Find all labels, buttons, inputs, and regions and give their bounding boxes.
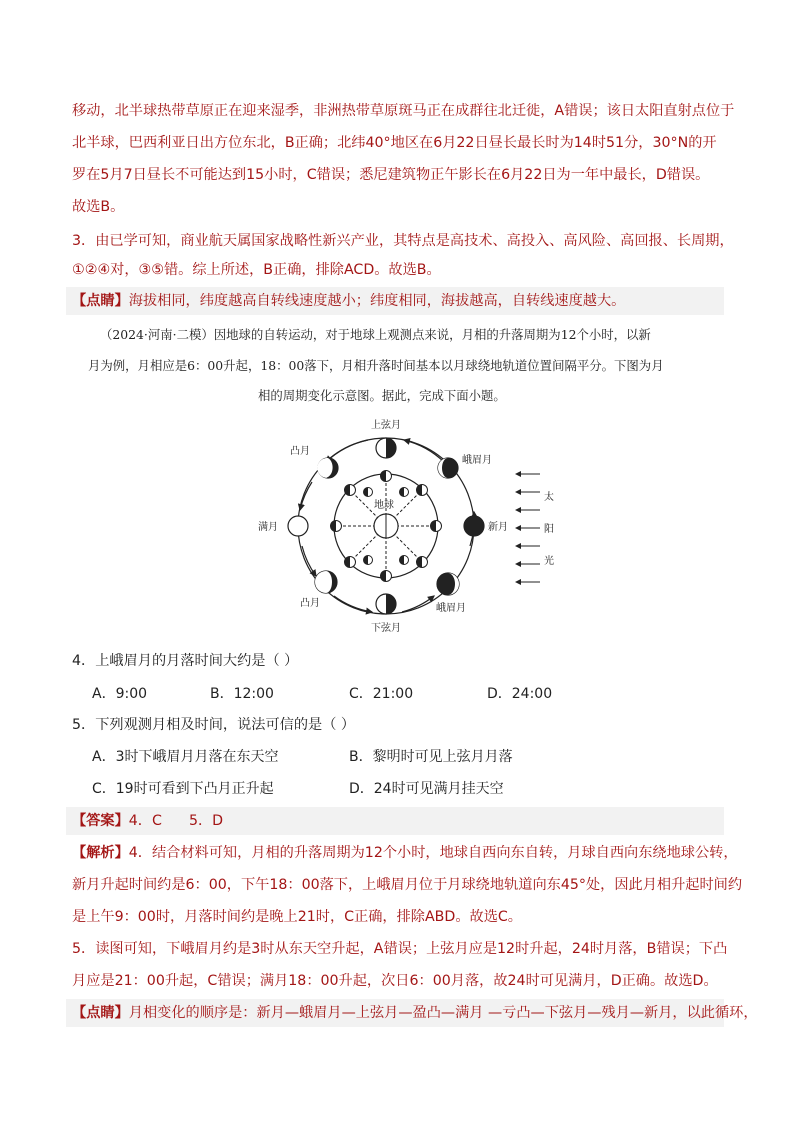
analysis-line-4: 5．读图可知，下峨眉月约是3时从东天空升起，A错误；上弦月应是12时升起，24时月落，B错误；下凸: [72, 941, 728, 957]
moon-waning-gibbous: [315, 571, 337, 593]
analysis-text-1: 4．结合材料可知，月相的升落周期为12个小时，地球自西向东自转，月球自西向东绕地球公转，: [128, 845, 738, 861]
analysis-line-5: 月应是21：00升起，C错误；满月18：00升起，次日6：00月落，故24时可见满月，D正确。故选D。: [72, 973, 718, 989]
analysis-line-2: 新月升起时间约是6：00，下午18：00落下，上峨眉月位于月球绕地轨道向东45°处，因此月相升起时间约: [72, 877, 743, 893]
label-earth: 地球: [374, 500, 394, 511]
sunlight-arrows: [516, 474, 540, 582]
tip-1-text: 海拔相同，纬度越高自转线速度越小；纬度相同，海拔越高，自转线速度越大。: [128, 293, 626, 309]
moon-phase-diagram: [250, 412, 570, 644]
label-sun-3: 光: [544, 556, 554, 567]
label-gibbous-bottom: 凸月: [300, 598, 320, 609]
tip-1: [72, 290, 625, 312]
q5-option-c: C．19时可看到下凸月正升起: [92, 781, 274, 797]
tip-1-tag: 【点睛】: [72, 293, 129, 309]
orbit-arrow-1: [404, 440, 444, 462]
moon-full: [288, 516, 308, 536]
moon-waning-crescent: [437, 573, 459, 595]
q4-option-b: B．12:00: [210, 686, 274, 702]
tip-2: [72, 1002, 758, 1024]
label-last-quarter: 下弦月: [371, 623, 401, 634]
label-first-quarter: 上弦月: [371, 420, 401, 431]
moon-first-quarter: [376, 438, 396, 458]
q4-option-c: C．21:00: [349, 686, 414, 702]
q5-stem: 5．下列观测月相及时间，说法可信的是（ ）: [72, 717, 356, 733]
answer: [72, 810, 223, 832]
answer-tag: 【答案】: [72, 813, 129, 829]
tip-2-text: 月相变化的顺序是：新月—蛾眉月—上弦月—盈凸—满月 —亏凸—下弦月—残月—新月，以此循环，: [128, 1005, 758, 1021]
answer-text: 4．C 5．D: [128, 813, 224, 829]
q4-stem: 4．上峨眉月的月落时间大约是（ ）: [72, 653, 299, 669]
orbit-arrow-6: [402, 596, 434, 612]
analysis-line-1: [72, 842, 738, 864]
moon-phase-svg: [250, 412, 570, 644]
moon-waxing-gibbous: [317, 458, 338, 478]
label-new-moon: 新月: [488, 522, 508, 533]
label-sun-2: 阳: [544, 524, 554, 535]
q5-option-a: A．3时下峨眉月月落在东天空: [92, 749, 279, 765]
moon-waxing-crescent: [438, 458, 458, 478]
q4-option-d: D．24:00: [487, 686, 553, 702]
label-crescent-top: 峨眉月: [462, 455, 492, 466]
q5-option-b: B．黎明时可见上弦月月落: [349, 749, 513, 765]
prev-analysis-line-4: 故选B。: [72, 199, 125, 215]
tip-2-tag: 【点睛】: [72, 1005, 129, 1021]
orbit-arrow-5: [334, 596, 372, 612]
label-sun-1: 太: [544, 492, 554, 503]
prev-analysis-line-1: 移动，北半球热带草原正在迎来湿季，非洲热带草原斑马正在成群往北迁徙，A错误；该日太阳直射点位于: [72, 103, 735, 119]
analysis-line-3: 是上午9：00时，月落时间约是晚上21时，C正确，排除ABD。故选C。: [72, 909, 522, 925]
stem-line-3: 相的周期变化示意图。据此，完成下面小题。: [258, 388, 506, 403]
prev-analysis-line-3: 罗在5月7日昼长不可能达到15小时，C错误；悉尼建筑物正午影长在6月22日为一年中最长，D错误。: [72, 167, 710, 183]
label-full-moon: 满月: [258, 522, 278, 533]
stem-line-2: 月为例，月相应是6：00升起，18：00落下，月相升落时间基本以月球绕地轨道位置间隔平分。下图为月: [88, 358, 664, 373]
prev-analysis-line-2: 北半球，巴西利亚日出方位东北，B正确；北纬40°地区在6月22日昼长最长时为14时51分，30°N的开: [72, 135, 717, 151]
prev-analysis-line-5: 3．由已学可知，商业航天属国家战略性新兴产业，其特点是高技术、高投入、高风险、高回报、长周期，: [72, 233, 734, 249]
stem-line-1: （2024·河南·二模）因地球的自转运动，对于地球上观测点来说，月相的升落周期为12个小时，以新: [100, 327, 651, 342]
q4-option-a: A．9:00: [92, 686, 148, 702]
moon-last-quarter: [376, 594, 396, 614]
orbit-arrow-3: [300, 482, 312, 510]
prev-analysis-line-6: ①②④对，③⑤错。综上所述，B正确，排除ACD。故选B。: [72, 262, 441, 278]
analysis-tag: 【解析】: [72, 845, 129, 861]
label-crescent-bottom: 峨眉月: [436, 603, 466, 614]
q5-option-d: D．24时可见满月挂天空: [349, 781, 504, 797]
label-gibbous-top: 凸月: [290, 446, 310, 457]
orbit-arrow-4: [302, 546, 316, 576]
moon-new: [464, 516, 484, 536]
